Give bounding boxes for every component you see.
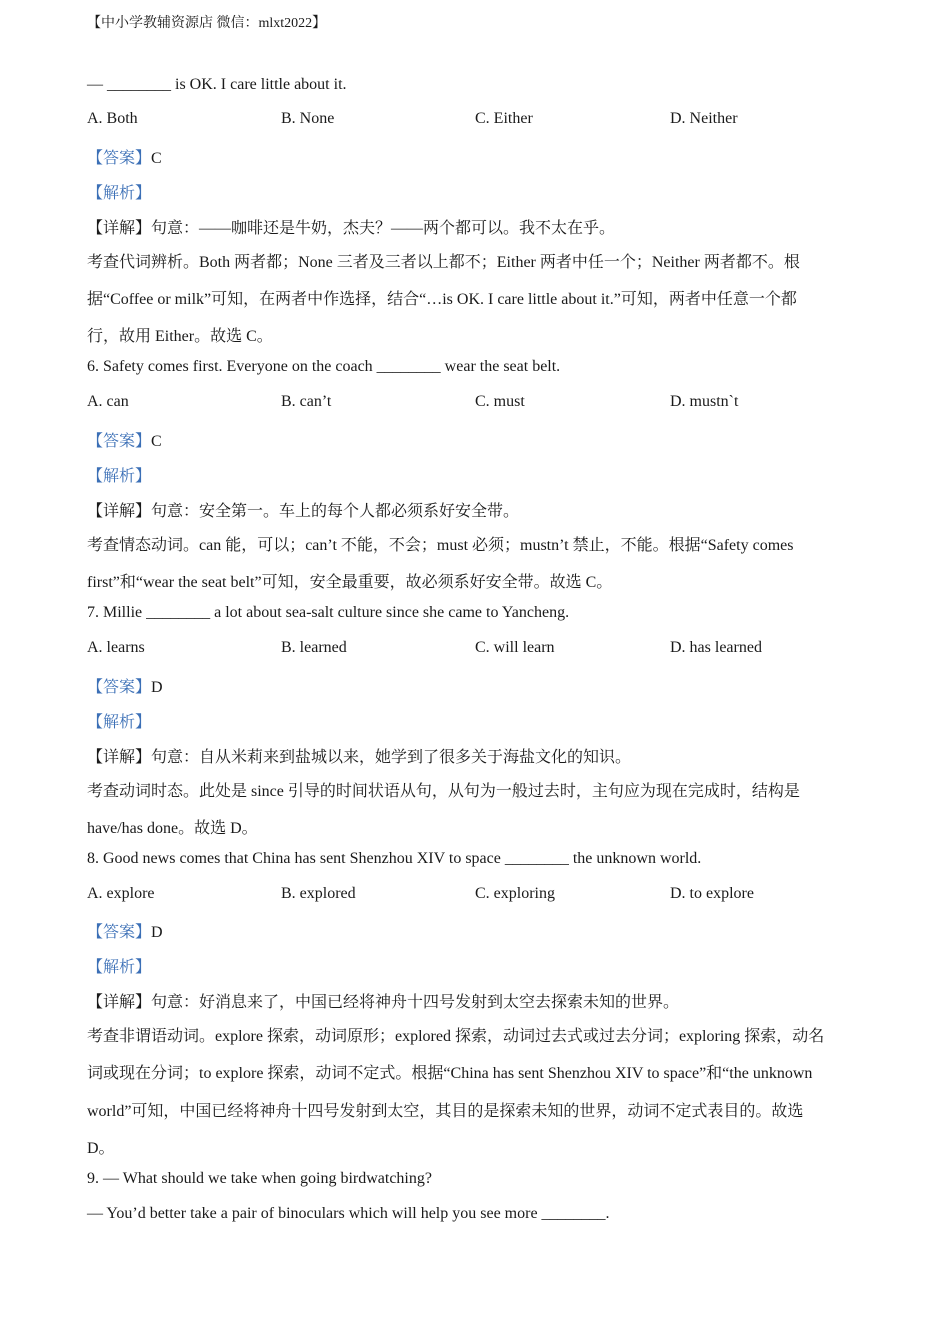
option-c: C. will learn	[475, 639, 555, 656]
answer-line	[87, 145, 162, 168]
detail-text: 句意：安全第一。车上的每个人都必须系好安全带。	[151, 503, 520, 520]
option-a: A. can	[87, 393, 129, 410]
option-a: A. Both	[87, 110, 138, 127]
answer-value: D	[151, 679, 163, 696]
option-b: B. None	[281, 110, 335, 127]
detail-text: 句意：好消息来了，中国已经将神舟十四号发射到太空去探索未知的世界。	[151, 994, 680, 1011]
options-row	[87, 885, 887, 907]
option-c: C. Either	[475, 110, 533, 127]
option-b: B. learned	[281, 639, 347, 656]
option-a: A. explore	[87, 885, 155, 902]
options-row	[87, 639, 887, 661]
answer-value: D	[151, 924, 163, 941]
detail-tag: 【详解】	[87, 503, 152, 520]
answer-value: C	[151, 433, 162, 450]
question-stem: — ________ is OK. I care little about it.	[87, 76, 347, 93]
options-row	[87, 110, 887, 132]
detail-tag: 【详解】	[87, 749, 152, 766]
explanation-line: 考查动词时态。此处是 since 引导的时间状语从句，从句为一般过去时，主句应为现在完成时，结构是	[87, 783, 800, 800]
option-b: B. can’t	[281, 393, 332, 410]
question-stem: 8. Good news comes that China has sent Shenzhou XIV to space ________ the unknown world.	[87, 850, 702, 867]
explanation-line: 考查情态动词。can 能，可以；can’t 不能，不会；must 必须；mustn’t 禁止，不能。根据“Safety comes	[87, 537, 794, 554]
analysis-tag: 【解析】	[87, 959, 152, 976]
detail-line	[87, 989, 679, 1012]
explanation-line: D。	[87, 1140, 115, 1157]
explanation-line: 词或现在分词；to explore 探索，动词不定式。根据“China has sent Shenzhou XIV to space”和“the unknown	[87, 1065, 813, 1082]
detail-tag: 【详解】	[87, 994, 152, 1011]
analysis-tag: 【解析】	[87, 185, 152, 202]
options-row	[87, 393, 887, 415]
option-d: D. Neither	[670, 110, 738, 127]
answer-tag: 【答案】	[87, 150, 152, 167]
option-b: B. explored	[281, 885, 356, 902]
explanation-line: 考查非谓语动词。explore 探索，动词原形；explored 探索，动词过去式或过去分词；exploring 探索，动名	[87, 1028, 825, 1045]
question-stem: 7. Millie ________ a lot about sea-salt culture since she came to Yancheng.	[87, 604, 570, 621]
detail-text: 句意：自从米莉来到盐城以来，她学到了很多关于海盐文化的知识。	[151, 749, 632, 766]
answer-line	[87, 919, 163, 942]
analysis-tag: 【解析】	[87, 468, 152, 485]
detail-line	[87, 744, 631, 767]
explanation-line: 行，故用 Either。故选 C。	[87, 328, 273, 345]
explanation-line: first”和“wear the seat belt”可知，安全最重要，故必须系好安全带。故选 C。	[87, 574, 613, 591]
answer-tag: 【答案】	[87, 433, 152, 450]
question-stem-reply: — You’d better take a pair of binoculars which will help you see more ________.	[87, 1205, 610, 1222]
detail-tag: 【详解】	[87, 220, 152, 237]
answer-tag: 【答案】	[87, 924, 152, 941]
option-c: C. must	[475, 393, 525, 410]
question-stem: 6. Safety comes first. Everyone on the coach ________ wear the seat belt.	[87, 358, 561, 375]
analysis-tag: 【解析】	[87, 714, 152, 731]
option-d: D. to explore	[670, 885, 754, 902]
detail-line	[87, 215, 615, 238]
explanation-line: have/has done。故选 D。	[87, 820, 258, 837]
detail-line	[87, 498, 519, 521]
explanation-line: 据“Coffee or milk”可知，在两者中作选择，结合“…is OK. I care little about it.”可知，两者中任意一个都	[87, 291, 797, 308]
explanation-line: 考查代词辨析。Both 两者都；None 三者及三者以上都不；Either 两者中任一个；Neither 两者都不。根	[87, 254, 800, 271]
option-c: C. exploring	[475, 885, 555, 902]
answer-line	[87, 428, 162, 451]
page-header: 【中小学教辅资源店 微信：mlxt2022】	[87, 16, 327, 31]
detail-text: 句意：——咖啡还是牛奶，杰夫？——两个都可以。我不太在乎。	[151, 220, 616, 237]
option-d: D. has learned	[670, 639, 762, 656]
answer-tag: 【答案】	[87, 679, 152, 696]
option-d: D. mustn`t	[670, 393, 739, 410]
answer-line	[87, 674, 163, 697]
option-a: A. learns	[87, 639, 145, 656]
answer-value: C	[151, 150, 162, 167]
explanation-line: world”可知，中国已经将神舟十四号发射到太空，其目的是探索未知的世界，动词不定式表目的。故选	[87, 1103, 804, 1120]
question-stem: 9. — What should we take when going birdwatching?	[87, 1170, 432, 1187]
